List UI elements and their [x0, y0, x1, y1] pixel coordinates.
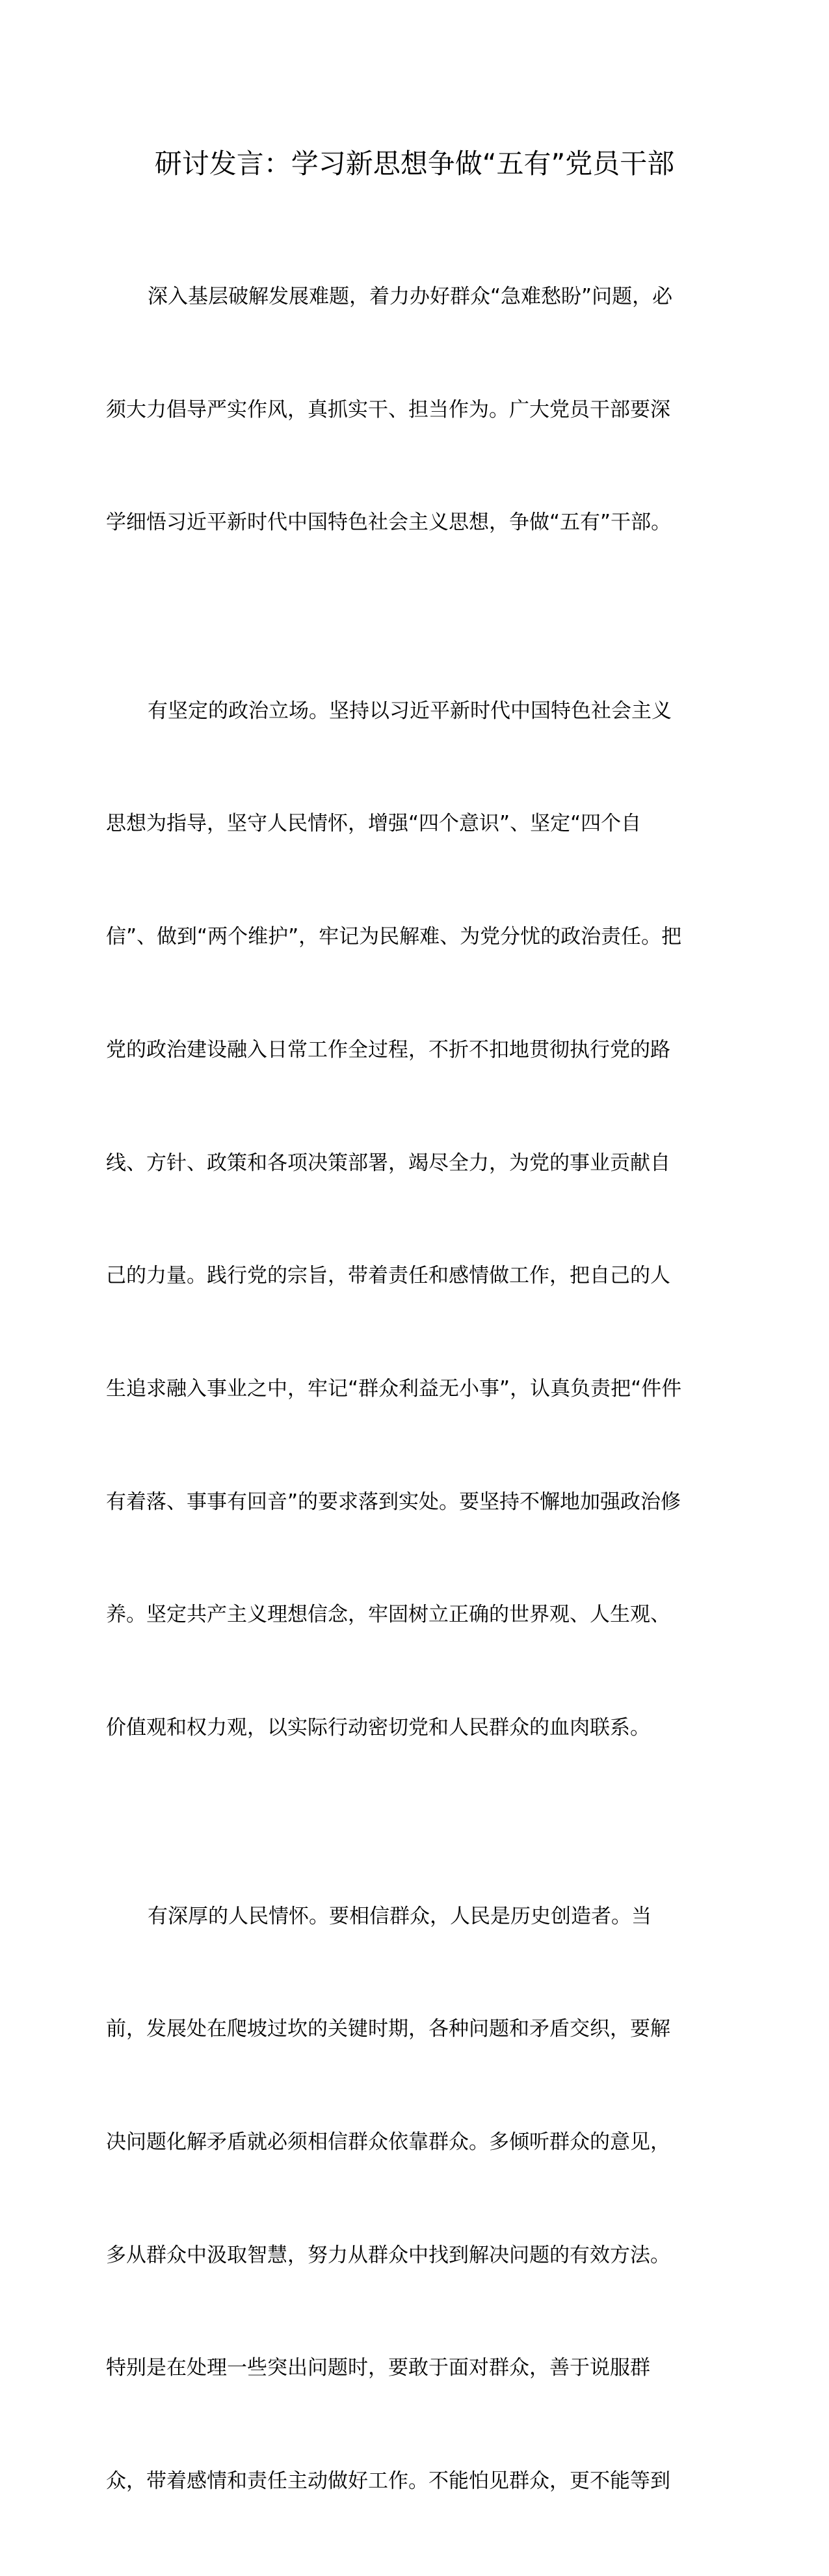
paragraph-line: 价值观和权力观，以实际行动密切党和人民群众的血肉联系。: [106, 1716, 650, 1740]
paragraph-line: 养。坚定共产主义理想信念，牢固树立正确的世界观、人生观、: [106, 1603, 670, 1627]
paragraph-line: 多从群众中汲取智慧，努力从群众中找到解决问题的有效方法。: [106, 2243, 670, 2267]
paragraph-line: 线、方针、政策和各项决策部署，竭尽全力，为党的事业贡献自: [106, 1151, 670, 1175]
paragraph-line: 己的力量。践行党的宗旨，带着责任和感情做工作，把自己的人: [106, 1264, 670, 1288]
paragraph-line: 党的政治建设融入日常工作全过程，不折不扣地贯彻执行党的路: [106, 1038, 670, 1062]
paragraph-line: 思想为指导，坚守人民情怀，增强“四个意识”、坚定“四个自: [106, 812, 642, 836]
paragraph-3: [106, 1823, 725, 2576]
paragraph-line: 有深厚的人民情怀。要相信群众，人民是历史创造者。当: [148, 1904, 651, 1928]
paragraph-line: 生追求融入事业之中，牢记“群众利益无小事”，认真负责把“件件: [106, 1376, 682, 1401]
paragraph-line: 众，带着感情和责任主动做好工作。不能怕见群众，更不能等到: [106, 2469, 670, 2493]
paragraph-1: [106, 203, 725, 617]
paragraph-line: 决问题化解矛盾就必须相信群众依靠群众。多倾听群众的意见，: [106, 2130, 670, 2154]
paragraph-line: 有坚定的政治立场。坚持以习近平新时代中国特色社会主义: [148, 699, 672, 723]
paragraph-line: 前，发展处在爬坡过坎的关键时期，各种问题和矛盾交织，要解: [106, 2017, 670, 2041]
document-body: [106, 203, 725, 2576]
paragraph-line: 信”、做到“两个维护”，牢记为民解难、为党分忧的政治责任。把: [106, 925, 682, 949]
paragraph-line: 须大力倡导严实作风，真抓实干、担当作为。广大党员干部要深: [106, 397, 670, 422]
paragraph-line: 学细悟习近平新时代中国特色社会主义思想，争做“五有”干部。: [106, 511, 672, 535]
paragraph-2: [106, 617, 725, 1823]
paragraph-line: 特别是在处理一些突出问题时，要敢于面对群众，善于说服群: [106, 2356, 650, 2380]
paragraph-line: 深入基层破解发展难题，着力办好群众“急难愁盼”问题，必: [148, 284, 673, 308]
document-title: 研讨发言：学习新思想争做“五有”党员干部: [154, 148, 675, 180]
paragraph-line: 有着落、事事有回音”的要求落到实处。要坚持不懈地加强政治修: [106, 1490, 681, 1514]
